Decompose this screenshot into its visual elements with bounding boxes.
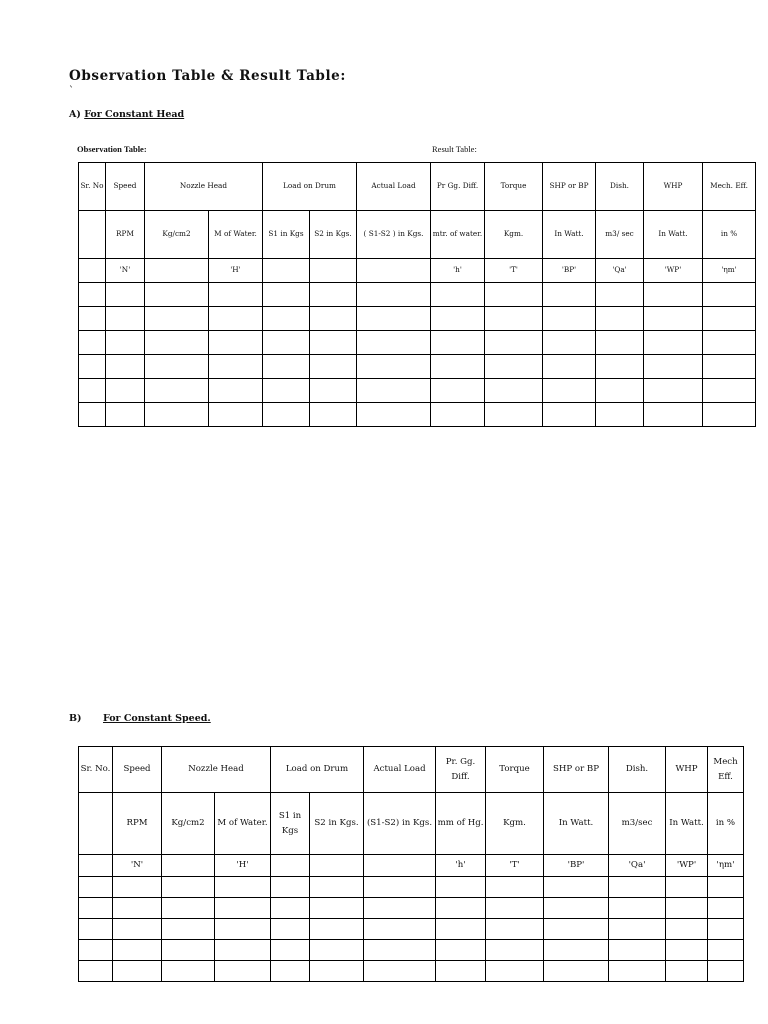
empty-cell (644, 331, 703, 355)
symbol-cell (79, 259, 106, 283)
empty-cell (263, 283, 310, 307)
symbol-cell (145, 259, 209, 283)
header-shp-or-bp: SHP or BP (544, 747, 609, 793)
empty-cell (145, 379, 209, 403)
header-actual-load: Actual Load (364, 747, 436, 793)
empty-cell (209, 379, 263, 403)
empty-cell (162, 919, 215, 940)
constant-speed-table (78, 746, 744, 982)
empty-cell (310, 283, 357, 307)
unit-cell: m3/ sec (596, 211, 644, 259)
unit-cell: In Watt. (644, 211, 703, 259)
empty-cell (79, 898, 113, 919)
symbol-cell: 'WP' (666, 855, 708, 877)
empty-cell (486, 940, 544, 961)
header-dish: Dish. (609, 747, 666, 793)
empty-cell (609, 940, 666, 961)
empty-cell (79, 331, 106, 355)
empty-cell (364, 898, 436, 919)
empty-cell (215, 919, 271, 940)
empty-cell (644, 283, 703, 307)
empty-cell (703, 331, 756, 355)
empty-row (79, 940, 744, 961)
empty-cell (703, 355, 756, 379)
header-pr-gg-diff: Pr. Gg. Diff. (436, 747, 486, 793)
empty-cell (271, 898, 310, 919)
symbol-cell: 'H' (215, 855, 271, 877)
unit-cell: M of Water. (209, 211, 263, 259)
symbol-cell (271, 855, 310, 877)
units-row (79, 793, 744, 855)
empty-cell (666, 961, 708, 982)
empty-cell (209, 355, 263, 379)
empty-cell (145, 355, 209, 379)
empty-cell (310, 355, 357, 379)
empty-row (79, 403, 756, 427)
empty-cell (644, 403, 703, 427)
empty-cell (364, 961, 436, 982)
header-mech-eff: Mech Eff. (708, 747, 744, 793)
symbol-cell: 'T' (486, 855, 544, 877)
empty-row (79, 919, 744, 940)
empty-cell (263, 331, 310, 355)
symbol-cell (79, 855, 113, 877)
empty-cell (263, 403, 310, 427)
empty-cell (436, 877, 486, 898)
empty-cell (310, 940, 364, 961)
empty-cell (357, 403, 431, 427)
empty-cell (485, 379, 543, 403)
unit-cell: Kgm. (485, 211, 543, 259)
empty-cell (113, 919, 162, 940)
empty-cell (543, 331, 596, 355)
empty-cell (486, 961, 544, 982)
empty-cell (431, 379, 485, 403)
symbol-cell: 'ηm' (703, 259, 756, 283)
empty-cell (485, 307, 543, 331)
unit-cell: S1 in Kgs (271, 793, 310, 855)
units-row (79, 211, 756, 259)
empty-cell (364, 877, 436, 898)
symbol-cell: 'BP' (543, 259, 596, 283)
page-title: Observation Table & Result Table: (69, 68, 346, 84)
unit-cell (79, 793, 113, 855)
empty-cell (544, 961, 609, 982)
empty-cell (310, 403, 357, 427)
empty-cell (596, 283, 644, 307)
unit-cell: In Watt. (666, 793, 708, 855)
empty-cell (145, 307, 209, 331)
empty-cell (485, 283, 543, 307)
empty-cell (596, 331, 644, 355)
empty-cell (106, 403, 145, 427)
empty-cell (431, 307, 485, 331)
empty-cell (596, 307, 644, 331)
header-load-on-drum: Load on Drum (263, 163, 357, 211)
empty-cell (644, 307, 703, 331)
header-whp: WHP (644, 163, 703, 211)
empty-cell (666, 940, 708, 961)
empty-cell (209, 331, 263, 355)
empty-cell (310, 877, 364, 898)
empty-cell (543, 283, 596, 307)
empty-cell (310, 919, 364, 940)
empty-cell (431, 331, 485, 355)
empty-cell (543, 379, 596, 403)
empty-cell (644, 379, 703, 403)
unit-cell: In Watt. (544, 793, 609, 855)
empty-cell (310, 961, 364, 982)
unit-cell: ( S1-S2 ) in Kgs. (357, 211, 431, 259)
empty-cell (215, 961, 271, 982)
empty-cell (263, 379, 310, 403)
empty-cell (431, 403, 485, 427)
empty-cell (436, 961, 486, 982)
empty-cell (263, 355, 310, 379)
empty-cell (79, 919, 113, 940)
section-a-letter: A) (69, 109, 81, 120)
empty-cell (357, 379, 431, 403)
empty-cell (703, 403, 756, 427)
symbol-cell (310, 259, 357, 283)
header-torque: Torque (486, 747, 544, 793)
empty-cell (431, 283, 485, 307)
symbol-cell: 'Qa' (609, 855, 666, 877)
empty-cell (79, 940, 113, 961)
header-row (79, 747, 744, 793)
result-table-label: Result Table: (432, 144, 477, 154)
empty-cell (357, 355, 431, 379)
empty-row (79, 898, 744, 919)
empty-cell (106, 283, 145, 307)
empty-cell (215, 877, 271, 898)
empty-cell (666, 919, 708, 940)
unit-cell: In Watt. (543, 211, 596, 259)
empty-cell (357, 331, 431, 355)
symbol-cell: 'N' (113, 855, 162, 877)
symbol-cell: 'T' (485, 259, 543, 283)
empty-cell (543, 403, 596, 427)
empty-cell (485, 403, 543, 427)
empty-cell (708, 940, 744, 961)
empty-cell (544, 898, 609, 919)
header-actual-load: Actual Load (357, 163, 431, 211)
header-sr-no: Sr. No (79, 163, 106, 211)
empty-cell (79, 355, 106, 379)
empty-cell (215, 898, 271, 919)
header-nozzle-head: Nozzle Head (162, 747, 271, 793)
empty-cell (703, 379, 756, 403)
unit-cell: S2 in Kgs. (310, 793, 364, 855)
symbol-cell: 'N' (106, 259, 145, 283)
symbols-row (79, 855, 744, 877)
empty-cell (215, 940, 271, 961)
empty-cell (271, 961, 310, 982)
empty-cell (106, 379, 145, 403)
empty-row (79, 355, 756, 379)
section-b-letter: B) (69, 713, 82, 724)
empty-cell (703, 283, 756, 307)
empty-cell (79, 961, 113, 982)
empty-cell (596, 403, 644, 427)
header-speed: Speed (113, 747, 162, 793)
empty-cell (79, 877, 113, 898)
symbol-cell: 'H' (209, 259, 263, 283)
unit-cell: mtr. of water. (431, 211, 485, 259)
empty-cell (162, 940, 215, 961)
symbol-cell (162, 855, 215, 877)
symbol-cell: 'h' (436, 855, 486, 877)
unit-cell: S2 in Kgs. (310, 211, 357, 259)
symbol-cell: 'ηm' (708, 855, 744, 877)
empty-cell (436, 919, 486, 940)
stray-mark: ` (69, 86, 74, 97)
empty-cell (209, 403, 263, 427)
empty-cell (106, 355, 145, 379)
section-b-heading (103, 713, 211, 724)
header-row (79, 163, 756, 211)
empty-cell (436, 940, 486, 961)
header-pr-gg-diff: Pr Gg. Diff. (431, 163, 485, 211)
empty-cell (271, 877, 310, 898)
empty-cell (364, 940, 436, 961)
unit-cell: M of Water. (215, 793, 271, 855)
empty-cell (145, 331, 209, 355)
unit-cell: Kg/cm2 (145, 211, 209, 259)
empty-row (79, 307, 756, 331)
empty-cell (431, 355, 485, 379)
header-whp: WHP (666, 747, 708, 793)
unit-cell: in % (708, 793, 744, 855)
empty-cell (544, 940, 609, 961)
empty-cell (162, 877, 215, 898)
symbol-cell: 'WP' (644, 259, 703, 283)
empty-cell (271, 919, 310, 940)
section-b-title: For Constant Speed. (103, 713, 211, 724)
unit-cell: Kgm. (486, 793, 544, 855)
header-mech-eff: Mech. Eff. (703, 163, 756, 211)
unit-cell: S1 in Kgs (263, 211, 310, 259)
empty-cell (596, 379, 644, 403)
empty-cell (708, 919, 744, 940)
symbol-cell (310, 855, 364, 877)
empty-cell (79, 403, 106, 427)
empty-cell (113, 961, 162, 982)
empty-cell (703, 307, 756, 331)
header-sr-no: Sr. No. (79, 747, 113, 793)
empty-cell (364, 919, 436, 940)
empty-cell (79, 307, 106, 331)
symbol-cell (364, 855, 436, 877)
empty-cell (113, 898, 162, 919)
empty-cell (544, 877, 609, 898)
section-a-title: For Constant Head (84, 109, 185, 120)
empty-cell (145, 403, 209, 427)
empty-cell (436, 898, 486, 919)
empty-cell (609, 961, 666, 982)
unit-cell: m3/sec (609, 793, 666, 855)
header-shp-or-bp: SHP or BP (543, 163, 596, 211)
unit-cell: RPM (106, 211, 145, 259)
empty-cell (79, 283, 106, 307)
empty-cell (708, 877, 744, 898)
empty-cell (79, 379, 106, 403)
empty-cell (596, 355, 644, 379)
empty-row (79, 877, 744, 898)
empty-cell (162, 898, 215, 919)
header-dish: Dish. (596, 163, 644, 211)
empty-cell (486, 919, 544, 940)
header-speed: Speed (106, 163, 145, 211)
empty-cell (271, 940, 310, 961)
symbols-row (79, 259, 756, 283)
empty-cell (209, 283, 263, 307)
empty-cell (357, 307, 431, 331)
empty-cell (708, 961, 744, 982)
symbol-cell: 'Qa' (596, 259, 644, 283)
empty-cell (666, 877, 708, 898)
empty-cell (113, 877, 162, 898)
unit-cell: mm of Hg. (436, 793, 486, 855)
symbol-cell: 'BP' (544, 855, 609, 877)
empty-cell (609, 898, 666, 919)
constant-head-table (78, 162, 756, 427)
symbol-cell (263, 259, 310, 283)
empty-cell (485, 355, 543, 379)
empty-cell (106, 331, 145, 355)
header-load-on-drum: Load on Drum (271, 747, 364, 793)
unit-cell: (S1-S2) in Kgs. (364, 793, 436, 855)
empty-row (79, 379, 756, 403)
observation-table-label: Observation Table: (77, 144, 147, 154)
header-torque: Torque (485, 163, 543, 211)
empty-cell (609, 877, 666, 898)
empty-cell (310, 331, 357, 355)
empty-cell (486, 877, 544, 898)
empty-cell (113, 940, 162, 961)
unit-cell: RPM (113, 793, 162, 855)
empty-cell (644, 355, 703, 379)
section-a-heading (69, 109, 184, 120)
empty-cell (310, 898, 364, 919)
unit-cell: Kg/cm2 (162, 793, 215, 855)
empty-cell (609, 919, 666, 940)
empty-row (79, 331, 756, 355)
empty-cell (485, 331, 543, 355)
symbol-cell (357, 259, 431, 283)
empty-cell (544, 919, 609, 940)
empty-cell (543, 355, 596, 379)
empty-cell (106, 307, 145, 331)
symbol-cell: 'h' (431, 259, 485, 283)
empty-cell (357, 283, 431, 307)
empty-row (79, 961, 744, 982)
empty-cell (263, 307, 310, 331)
empty-cell (209, 307, 263, 331)
header-nozzle-head: Nozzle Head (145, 163, 263, 211)
empty-cell (310, 379, 357, 403)
unit-cell: in % (703, 211, 756, 259)
empty-cell (310, 307, 357, 331)
unit-cell (79, 211, 106, 259)
empty-cell (145, 283, 209, 307)
empty-cell (543, 307, 596, 331)
empty-cell (162, 961, 215, 982)
empty-cell (708, 898, 744, 919)
empty-cell (486, 898, 544, 919)
empty-row (79, 283, 756, 307)
empty-cell (666, 898, 708, 919)
